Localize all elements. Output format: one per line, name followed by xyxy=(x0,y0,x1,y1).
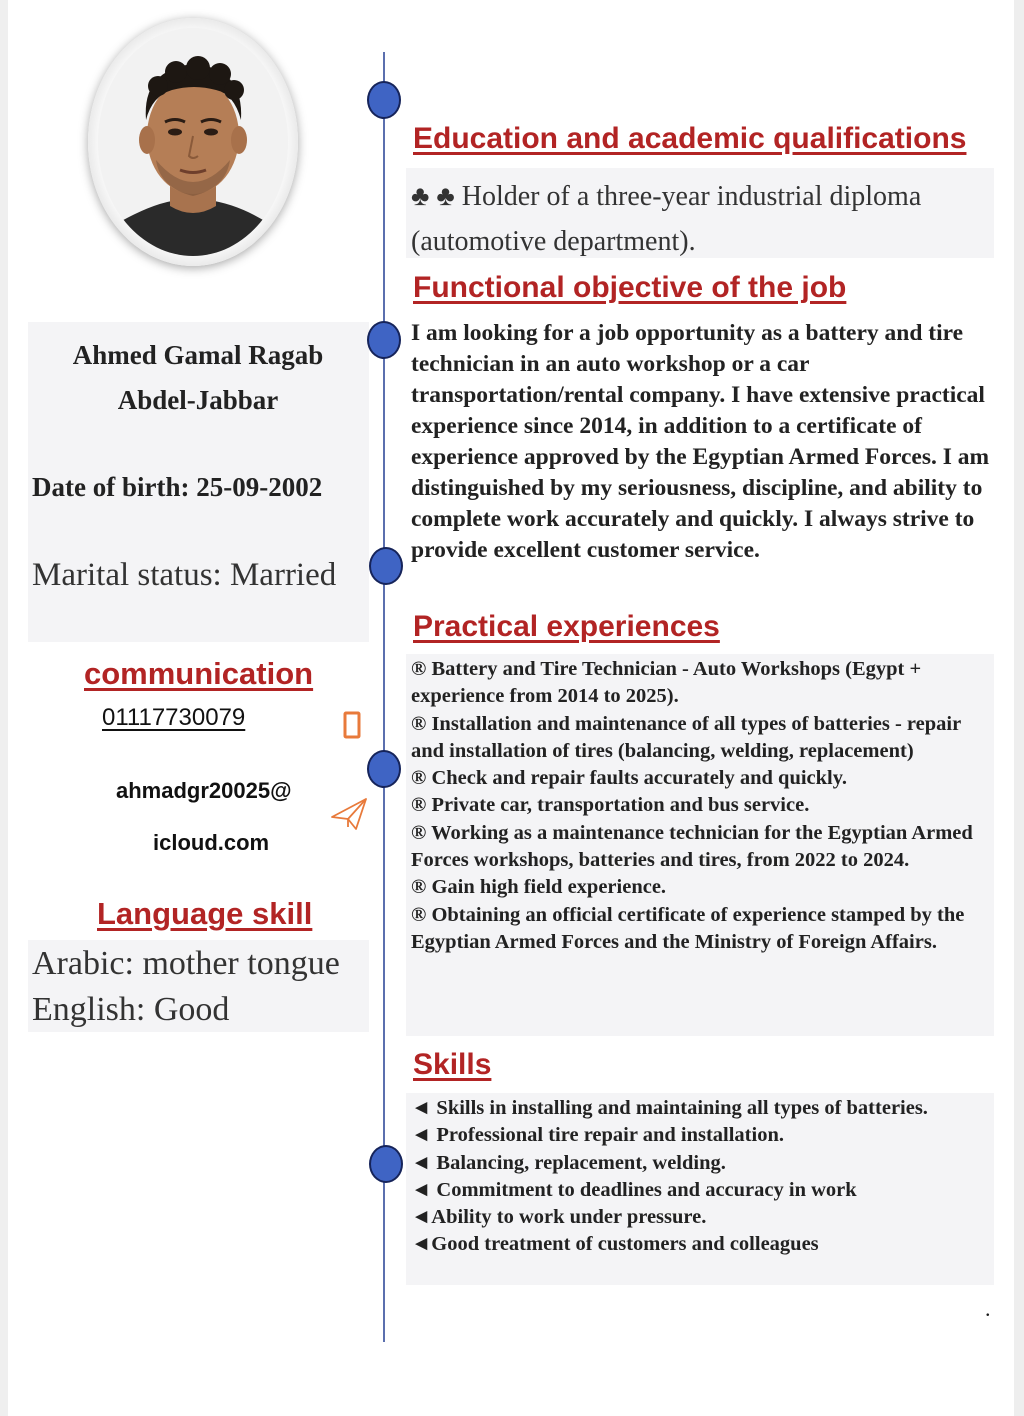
person-portrait-icon xyxy=(98,28,288,256)
page-edge-left xyxy=(0,0,8,1416)
list-item: ◄Good treatment of customers and colleagues xyxy=(411,1233,819,1256)
marital-status: Marital status: Married xyxy=(32,557,337,593)
timeline-dot xyxy=(367,81,401,119)
list-item: ◄ Professional tire repair and installation. xyxy=(411,1124,784,1147)
skills-heading: Skills xyxy=(413,1048,492,1081)
list-item: ◄Ability to work under pressure. xyxy=(411,1206,707,1229)
list-item: ® Battery and Tire Technician - Auto Workshops (Egypt + experience from 2014 to 2025). xyxy=(411,658,922,708)
page-edge-right xyxy=(1014,0,1024,1416)
list-item: ® Working as a maintenance technician for the Egyptian Armed Forces workshops, batteries and tires, from 2022 to 2024. xyxy=(411,821,973,872)
timeline-dot xyxy=(367,750,401,788)
timeline-dot xyxy=(367,321,401,359)
footer-mark: . xyxy=(985,1296,991,1321)
list-item: ◄ Commitment to deadlines and accuracy in work xyxy=(411,1178,857,1201)
paper-plane-icon xyxy=(330,797,368,836)
language-arabic: Arabic: mother tongue xyxy=(32,945,340,982)
list-item: ® Obtaining an official certificate of experience stamped by the Egyptian Armed Forces and the Ministry of Foreign Affairs. xyxy=(411,903,965,953)
list-item: ® Gain high field experience. xyxy=(411,876,667,899)
timeline-dot xyxy=(369,547,403,585)
language-english: English: Good xyxy=(32,991,230,1028)
full-name-line2: Abdel-Jabbar xyxy=(117,385,279,415)
list-item: ® Installation and maintenance of all types of batteries - repair and installation of tires (balancing, welding, replacement) xyxy=(411,712,961,762)
communication-heading: communication xyxy=(84,656,314,691)
skills-list xyxy=(411,1095,996,1259)
list-item: ® Check and repair faults accurately and quickly. xyxy=(411,767,847,790)
mobile-phone-icon xyxy=(343,711,361,744)
language-heading: Language skill xyxy=(97,896,313,931)
profile-photo xyxy=(98,28,288,256)
education-text: ♣ ♣ Holder of a three-year industrial diploma (automotive department). xyxy=(411,181,922,257)
experience-list xyxy=(411,656,996,956)
objective-heading: Functional objective of the job xyxy=(413,271,847,304)
list-item: ◄ Balancing, replacement, welding. xyxy=(411,1151,726,1174)
timeline-dot xyxy=(369,1145,403,1183)
list-item: ◄ Skills in installing and maintaining all types of batteries. xyxy=(411,1097,928,1119)
profile-photo-frame xyxy=(88,18,298,266)
full-name-line1: Ahmed Gamal Ragab xyxy=(72,340,324,370)
phone-number[interactable]: 01117730079 xyxy=(102,704,246,731)
email-line1[interactable]: ahmadgr20025@ xyxy=(116,778,292,803)
education-heading: Education and academic qualifications xyxy=(413,122,967,155)
date-of-birth: Date of birth: 25-09-2002 xyxy=(32,472,323,502)
full-name xyxy=(28,333,368,423)
list-item: ® Private car, transportation and bus service. xyxy=(411,794,810,817)
objective-text: I am looking for a job opportunity as a battery and tire technician in an auto workshop or a car transportation/rental company. I have extensive practical experience since 2014, in addition to a certificate of experience approved by the Egyptian Armed Forces. I am distinguished by my seriousness, discipline, and ability to complete work accurately and quickly. I always strive to provide excellent customer service. xyxy=(411,320,990,563)
email-line2[interactable]: icloud.com xyxy=(153,830,270,855)
experience-heading: Practical experiences xyxy=(413,610,720,643)
